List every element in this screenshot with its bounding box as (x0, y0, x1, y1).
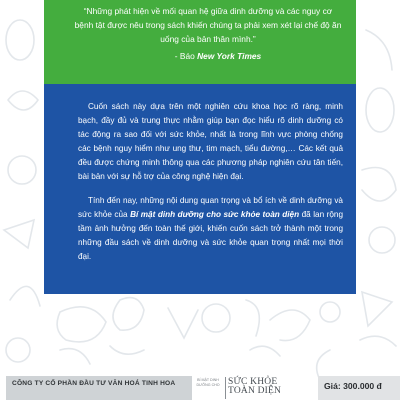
quote-source-name: New York Times (197, 51, 262, 61)
quote-source-prefix: - Báo (174, 51, 198, 61)
bottom-strip (0, 372, 400, 400)
description-box (44, 84, 356, 294)
mini-title-small: BÍ MẬT DINH DƯỠNG CHO (196, 378, 220, 387)
description-paragraph-2 (78, 194, 343, 264)
quote-box (44, 0, 356, 84)
description-paragraph-1: Cuốn sách này dựa trên một nghiên cứu khoa học rõ ràng, minh bạch, đầy đủ và trung thực nhằm giúp bạn đọc hiểu rõ dinh dưỡng có tác động ra sao đối với sức khỏe, nhất là trong lĩnh vực phòng chống các bệnh nguy hiểm như ung thư, tim mạch, tiểu đường,… Các kết quả đều được chứng minh thông qua các phương pháp nghiên cứu tân tiến, bài bản với sự hỗ trợ của công nghệ hiện đại. (78, 102, 343, 181)
mini-book-title (193, 376, 315, 400)
publisher-name: CÔNG TY CỔ PHẦN ĐẦU TƯ VĂN HOÁ TINH HOA (6, 376, 192, 400)
paragraph-2-rest: đã lan rộng tầm ảnh hưởng đến toàn thế giới, khiến cuốn sách trở thành một trong những đầu sách về dinh dưỡng và sức khỏe quan trọng nhất mọi thời đại. (78, 210, 343, 261)
mini-title-big (228, 376, 281, 396)
quote-source (74, 51, 342, 61)
quote-text: “Những phát hiện về mối quan hệ giữa dinh dưỡng và các nguy cơ bệnh tật được nêu trong sách khiến chúng ta phải xem xét lại chế độ ăn uống của bản thân mình.” (74, 6, 342, 44)
paragraph-2-intro: Tính đến nay, những nội dung quan trọng và bổ ích về dinh dưỡng và sức khỏe của (78, 196, 343, 219)
price-label: Giá: 300.000 đ (318, 376, 400, 400)
mini-title-line-1: SỨC KHỎE (228, 377, 278, 387)
mini-title-line-2: TOÀN DIỆN (228, 386, 282, 396)
book-title-highlight: Bí mật dinh dưỡng cho sức khỏe toàn diện (130, 210, 300, 219)
divider (225, 377, 226, 399)
